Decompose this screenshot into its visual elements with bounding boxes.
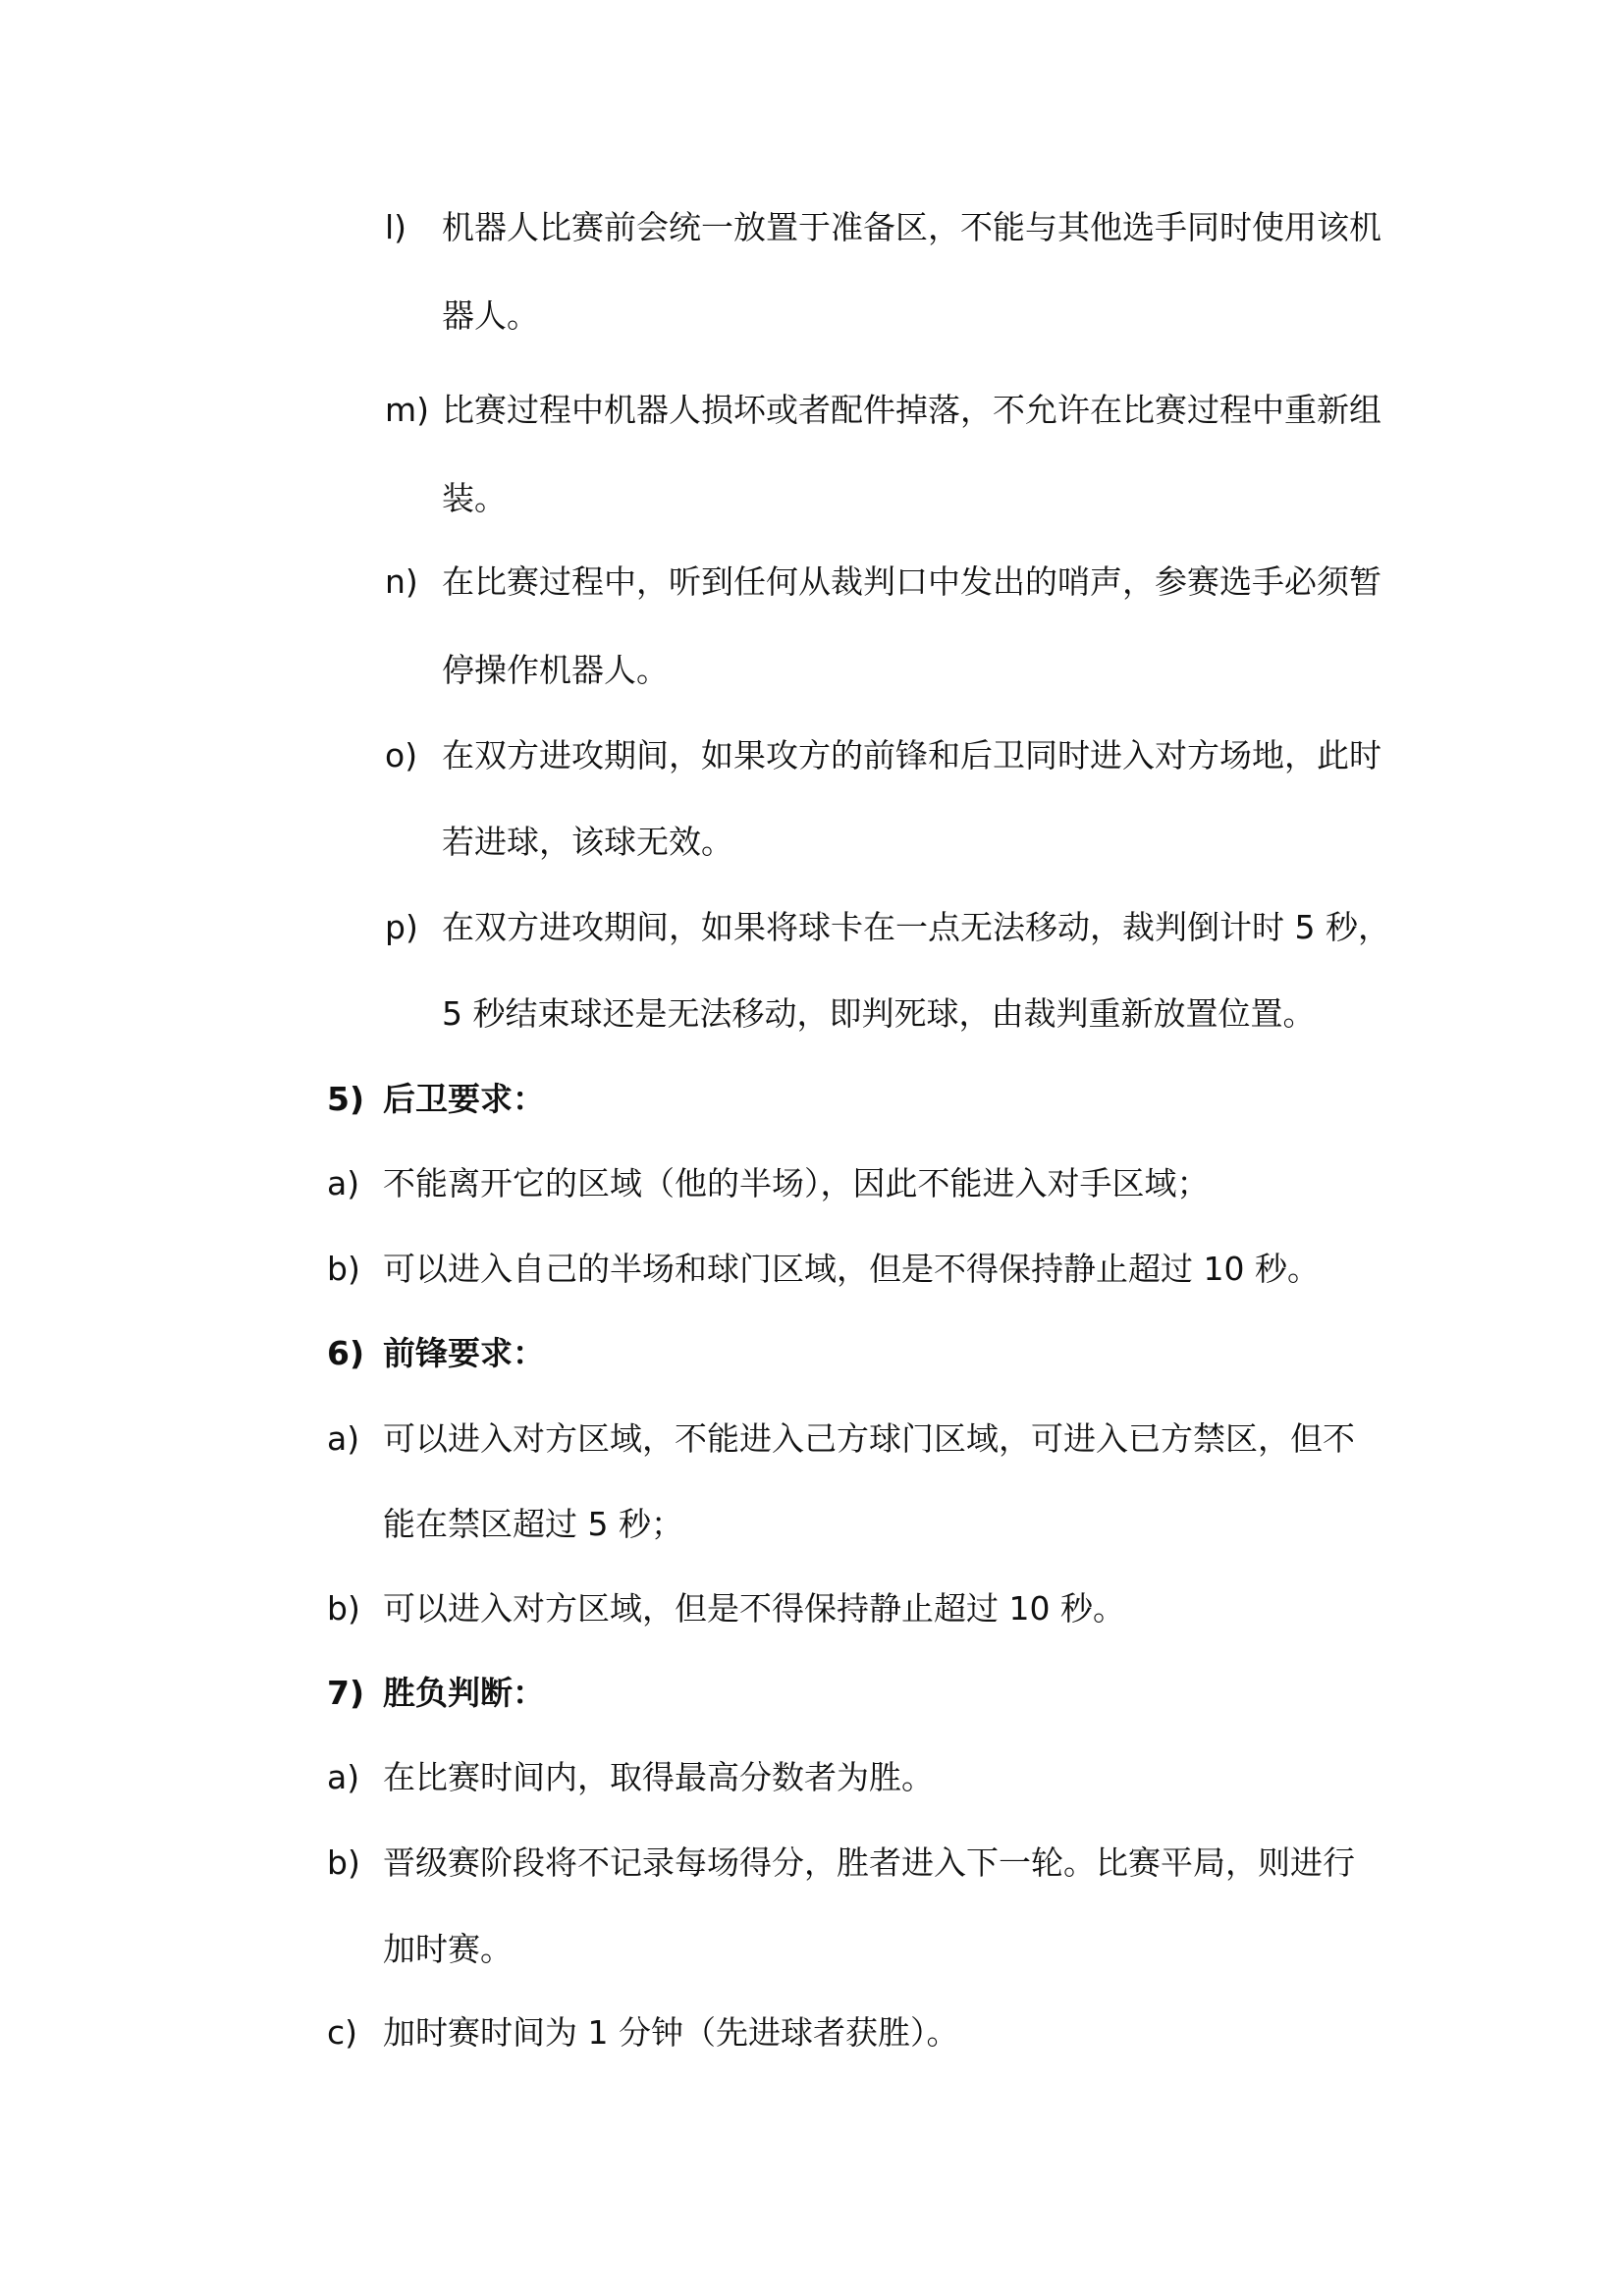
list-item-7c [0, 2013, 1624, 2053]
list-text: 5 秒结束球还是无法移动，即判死球，由裁判重新放置位置。 [442, 994, 1316, 1033]
list-marker: a) [327, 1164, 360, 1202]
list-text: 在比赛过程中，听到任何从裁判口中发出的哨声，参赛选手必须暂 [442, 562, 1381, 601]
list-marker: p) [385, 908, 418, 946]
list-item-n [0, 562, 1624, 602]
list-item-p [0, 908, 1624, 947]
list-text: 在双方进攻期间，如果攻方的前锋和后卫同时进入对方场地，此时 [442, 736, 1381, 774]
list-text: 加时赛时间为 1 分钟（先进球者获胜）。 [383, 2013, 959, 2052]
list-text: 加时赛。 [383, 1930, 513, 1968]
list-text: 机器人比赛前会统一放置于准备区，不能与其他选手同时使用该机 [442, 208, 1381, 246]
list-text: 可以进入自己的半场和球门区域，但是不得保持静止超过 10 秒。 [383, 1250, 1320, 1288]
list-marker: b) [327, 1589, 360, 1628]
list-item-5b [0, 1250, 1624, 1289]
list-text: 晋级赛阶段将不记录每场得分，胜者进入下一轮。比赛平局，则进行 [383, 1843, 1355, 1882]
list-item-6a-continuation [0, 1505, 1624, 1544]
list-text: 若进球，该球无效。 [442, 823, 733, 861]
list-item-n-continuation [0, 651, 1624, 690]
list-text: 不能离开它的区域（他的半场），因此不能进入对手区域； [383, 1164, 1210, 1202]
list-item-m-continuation [0, 479, 1624, 518]
list-item-o [0, 736, 1624, 775]
section-number: 7) [327, 1674, 365, 1712]
section-title: 胜负判断： [383, 1674, 545, 1712]
list-marker: m) [385, 391, 430, 429]
list-marker: c) [327, 2013, 358, 2052]
section-heading-5 [0, 1080, 1624, 1119]
list-marker: b) [327, 1843, 360, 1882]
section-number: 6) [327, 1334, 365, 1372]
list-text: 装。 [442, 479, 507, 517]
list-item-6a [0, 1419, 1624, 1459]
list-item-m [0, 391, 1624, 430]
list-item-7b [0, 1843, 1624, 1883]
list-text: 比赛过程中机器人损坏或者配件掉落，不允许在比赛过程中重新组 [442, 391, 1381, 429]
list-marker: n) [385, 562, 418, 601]
list-marker: a) [327, 1419, 360, 1458]
list-item-6b [0, 1589, 1624, 1629]
section-heading-7 [0, 1674, 1624, 1713]
list-text: 在双方进攻期间，如果将球卡在一点无法移动，裁判倒计时 5 秒， [442, 908, 1390, 946]
list-item-o-continuation [0, 823, 1624, 862]
list-marker: a) [327, 1758, 360, 1796]
list-item-l-continuation [0, 296, 1624, 336]
list-item-5a [0, 1164, 1624, 1203]
list-text: 能在禁区超过 5 秒； [383, 1505, 683, 1543]
list-text: 在比赛时间内，取得最高分数者为胜。 [383, 1758, 934, 1796]
section-title: 前锋要求： [383, 1334, 545, 1372]
section-number: 5) [327, 1080, 365, 1118]
section-heading-6 [0, 1334, 1624, 1373]
list-item-p-continuation [0, 994, 1624, 1034]
section-title: 后卫要求： [383, 1080, 545, 1118]
list-item-l [0, 208, 1624, 247]
list-item-7a [0, 1758, 1624, 1797]
list-marker: b) [327, 1250, 360, 1288]
list-item-7b-continuation [0, 1930, 1624, 1969]
list-marker: o) [385, 736, 418, 774]
list-text: 器人。 [442, 296, 539, 335]
list-text: 可以进入对方区域，不能进入己方球门区域，可进入已方禁区，但不 [383, 1419, 1355, 1458]
list-text: 可以进入对方区域，但是不得保持静止超过 10 秒。 [383, 1589, 1125, 1628]
list-text: 停操作机器人。 [442, 651, 669, 689]
list-marker: l) [385, 208, 407, 246]
